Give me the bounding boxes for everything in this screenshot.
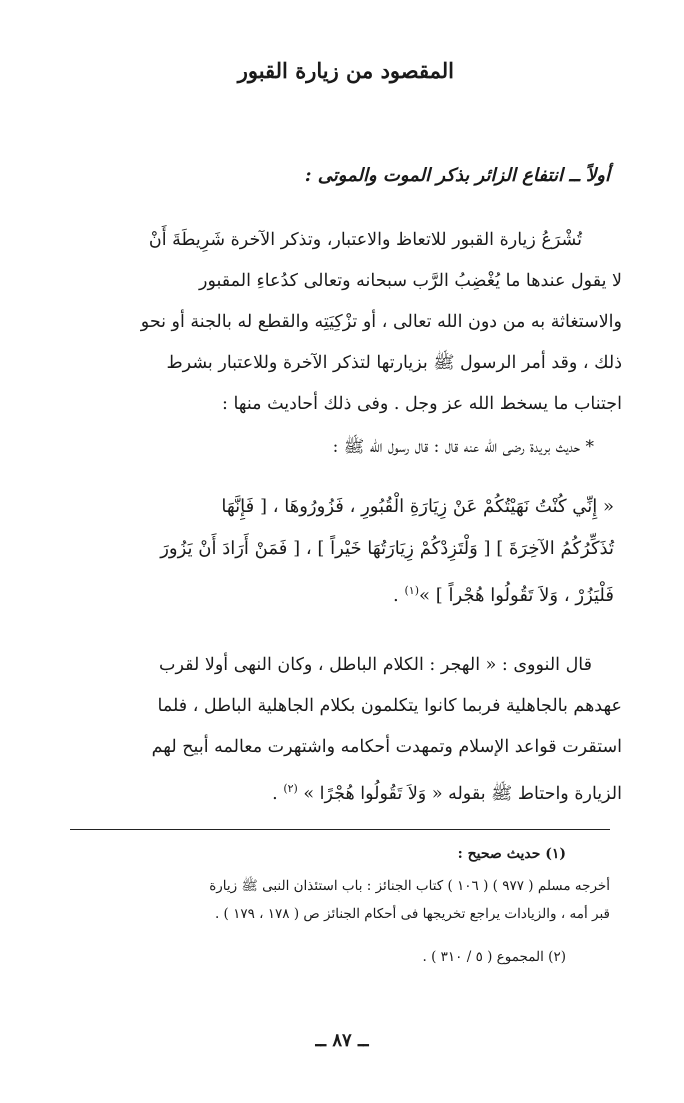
paragraph-2-line: قال النووى : « الهجر : الكلام الباطل ، وكان النهى أولا لقرب <box>158 655 592 675</box>
footnote-marker-2: (٢) <box>283 782 298 795</box>
page-number: ــ ٨٧ ــ <box>315 1030 369 1051</box>
paragraph-2-line: الزيارة واحتاط ﷺ بقوله « وَلاَ تَقُولُوا هُجْرًا » $^{(٢)}$ . <box>272 782 622 804</box>
hadith-line: فَلْيَزُرْ ، وَلاَ تَقُولُوا هُجْراً ] »$^{(١)}$ . <box>393 584 614 606</box>
hadith-line: « إِنِّي كُنْتُ نَهَيْتُكُمْ عَنْ زِيَارَةِ الْقُبُورِ ، فَزُورُوهَا ، [ فَإِنَّهَا <box>221 496 614 517</box>
paragraph-2-line: عهدهم بالجاهلية فربما كانوا يتكلمون بكلام الجاهلية الباطل ، فلما <box>157 696 622 716</box>
paragraph-1-line: ذلك ، وقد أمر الرسول ﷺ بزيارتها لتذكر الآخرة وللاعتبار بشرط <box>166 353 622 373</box>
footnote-1-line: أخرجه مسلم ( ٩٧٧ ) ( ١٠٦ ) كتاب الجنائز : باب استئذان النبى ﷺ زيارة <box>209 878 610 894</box>
paragraph-1-line: تُشْرَعُ زيارة القبور للاتعاظ والاعتبار، وتذكر الآخرة شَرِيطَةَ أَنْ <box>148 230 582 250</box>
footnote-1-line: قبر أمه ، والزيادات يراجع تخريجها فى أحكام الجنائز ص ( ١٧٨ ، ١٧٩ ) . <box>214 906 610 922</box>
hadith-line-text: فَلْيَزُرْ ، وَلاَ تَقُولُوا هُجْراً ] » <box>419 585 614 606</box>
paragraph-2-line: استقرت قواعد الإسلام وتمهدت أحكامه واشتهرت معالمه أبيح لهم <box>151 737 622 757</box>
footnote-1-heading: (١) حديث صحيح : <box>457 846 566 862</box>
section-heading: أولاً ــ انتفاع الزائر بذكر الموت والموتى : <box>304 165 610 186</box>
footnote-1-text <box>70 872 610 928</box>
footnote-marker-1: (١) <box>404 584 419 597</box>
hadith-text <box>66 486 614 617</box>
paragraph-1-line: اجتناب ما يسخط الله عز وجل . وفى ذلك أحاديث منها : <box>222 394 622 414</box>
paragraph-1-line: لا يقول عندها ما يُغْضِبُ الرَّب سبحانه وتعالى كدُعاءِ المقبور <box>199 271 622 291</box>
footnote-divider <box>70 829 610 830</box>
paragraph-1 <box>70 220 622 425</box>
hadith-line: تُذَكِّرُكُمُ الآخِرَةَ ] [ وَلْتَزِدْكُمْ زِيَارَتُهَا خَيْراً ] ، [ فَمَنْ أَرَادَ أَنْ يَزُورَ <box>160 538 614 559</box>
footnote-2: (٢) المجموع ( ٥ / ٣١٠ ) . <box>422 949 566 965</box>
page-title: المقصود من زيارة القبور <box>237 58 454 83</box>
hadith-intro: * حديث بريدة رضى الله عنه قال : قال رسول الله ﷺ : <box>332 437 594 457</box>
paragraph-2 <box>70 645 622 815</box>
paragraph-1-line: والاستغاثة به من دون الله تعالى ، أو تزْكِيَتِه والقطع له بالجنة أو نحو <box>140 312 622 332</box>
paragraph-2-line-text: الزيارة واحتاط ﷺ بقوله « وَلاَ تَقُولُوا هُجْرًا » <box>297 783 622 804</box>
